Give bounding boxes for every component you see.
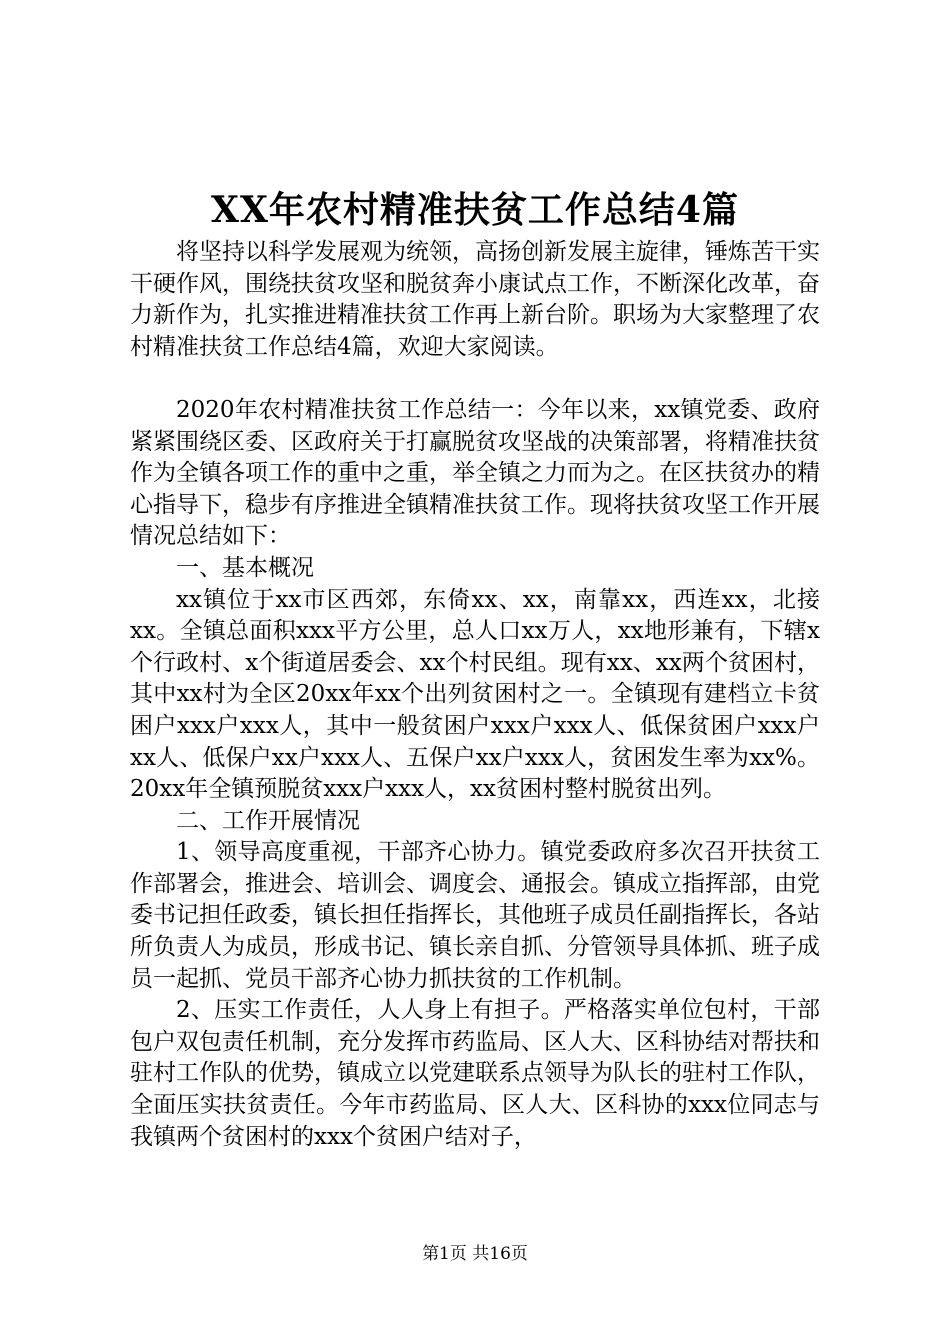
document-title: XX年农村精准扶贫工作总结4篇 bbox=[211, 189, 739, 231]
section-heading-work-progress: 二、工作开展情况 bbox=[176, 807, 360, 834]
section-heading-basic-overview: 一、基本概况 bbox=[176, 554, 314, 581]
paragraph-spacer bbox=[130, 363, 820, 395]
basic-overview-paragraph: xx镇位于xx市区西郊，东倚xx、xx，南靠xx，西连xx，北接xx。全镇总面积xxx平方公里，总人口xx万人，xx地形兼有，下辖x个行政村、x个街道居委会、xx个村民组。现有xx、xx两个贫困村，其中xx村为全区20xx年xx个出列贫困村之一。全镇现有建档立卡贫困户xxx户xxx人，其中一般贫困户xxx户xxx人、低保贫困户xxx户xx人、低保户xx户xxx人、五保户xx户xxx人，贫困发生率为xx%。20xx年全镇预脱贫xxx户xxx人，xx贫困村整村脱贫出列。 bbox=[130, 586, 820, 803]
work-item-2-paragraph: 2、压实工作责任，人人身上有担子。严格落实单位包村，干部包户双包责任机制，充分发挥市药监局、区人大、区科协结对帮扶和驻村工作队的优势，镇成立以党建联系点领导为队长的驻村工作队，全面压实扶贫责任。今年市药监局、区人大、区科协的xxx位同志与我镇两个贫困村的xxx个贫困户结对子， bbox=[130, 997, 820, 1150]
summary-opening-paragraph: 2020年农村精准扶贫工作总结一：今年以来，xx镇党委、政府紧紧围绕区委、区政府关于打赢脱贫攻坚战的决策部署，将精准扶贫作为全镇各项工作的重中之重，举全镇之力而为之。在区扶贫办的精心指导下，稳步有序推进全镇精准扶贫工作。现将扶贫攻坚工作开展情况总结如下： bbox=[130, 396, 820, 550]
document-body bbox=[130, 237, 820, 1153]
page-number-footer: 第1页 共16页 bbox=[422, 1244, 528, 1264]
work-item-1-paragraph: 1、领导高度重视，干部齐心协力。镇党委政府多次召开扶贫工作部署会，推进会、培训会、调度会、通报会。镇成立指挥部，由党委书记担任政委，镇长担任指挥长，其他班子成员任副指挥长，各站所负责人为成员，形成书记、镇长亲自抓、分管领导具体抓、班子成员一起抓、党员干部齐心协力抓扶贫的工作机制。 bbox=[130, 839, 820, 992]
intro-paragraph: 将坚持以科学发展观为统领，高扬创新发展主旋律，锤炼苦干实干硬作风，围绕扶贫攻坚和脱贫奔小康试点工作，不断深化改革，奋力新作为，扎实推进精准扶贫工作再上新台阶。职场为大家整理了农村精准扶贫工作总结4篇，欢迎大家阅读。 bbox=[130, 239, 820, 360]
